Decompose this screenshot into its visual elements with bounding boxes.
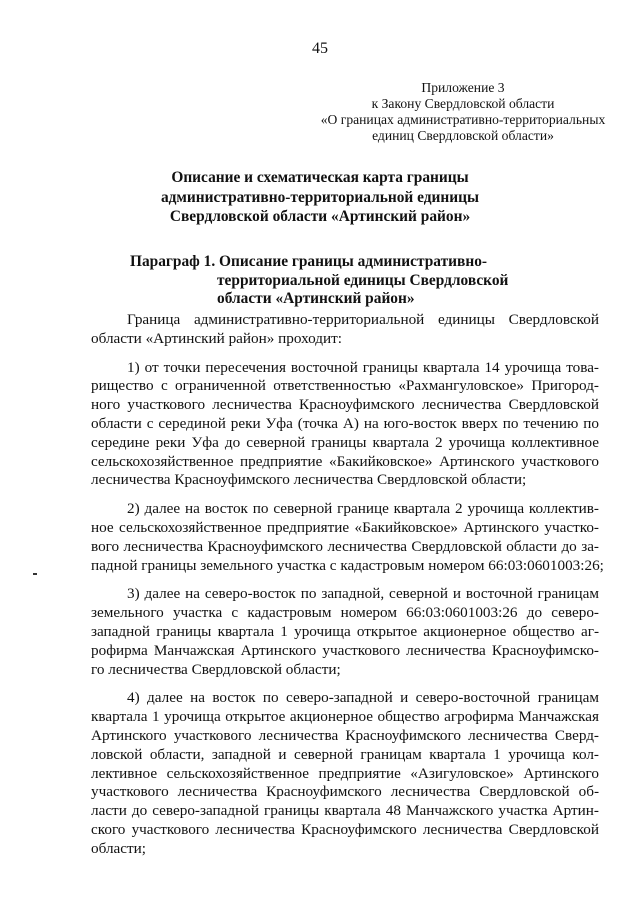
paragraph-line: области «Артинский район» проходит: (91, 329, 342, 347)
appendix-line: к Закону Свердловской области (371, 96, 555, 111)
section-heading (130, 253, 590, 309)
page-number: 45 (312, 40, 328, 57)
paragraph-line: Артинского участкового лесничества Красноуфимского лесничества Сверд- (91, 726, 599, 744)
paragraph-line: 4) далее на восток по северо-западной и северо-восточной границам (127, 689, 599, 707)
paragraph-line: ласти до северо-западной границы квартала 48 Манчажского участка Артин- (91, 802, 599, 820)
paragraph-line: земельного участка с кадастровым номером 66:03:0601003:26 до северо- (91, 604, 599, 622)
appendix-line: Приложение 3 (421, 80, 505, 95)
paragraph-line: области с серединой реки Уфа (точка А) на юго-восток вверх по течению по (91, 414, 599, 432)
section-heading-line: территориальной единицы Свердловской (217, 271, 509, 289)
paragraph-line: сельскохозяйственное предприятие «Бакийковское» Артинского участкового (91, 452, 599, 470)
margin-mark (33, 573, 37, 575)
paragraph-line: 3) далее на северо-восток по западной, северной и восточной границам (127, 585, 599, 603)
appendix-line: «О границах административно-территориальных (320, 112, 606, 127)
paragraph-line: лесничества Красноуфимского лесничества Свердловской области; (91, 471, 527, 489)
paragraph (91, 359, 599, 491)
paragraph (91, 585, 599, 679)
paragraph-line: го лесничества Свердловской области; (91, 660, 341, 678)
paragraph-line: ского участкового лесничества Красноуфимского лесничества Свердловской (91, 820, 599, 838)
document-body (91, 311, 604, 859)
appendix-line: единиц Свердловской области» (372, 128, 554, 143)
section-heading-line: области «Артинский район» (217, 290, 415, 307)
title-line: Свердловской области «Артинский район» (169, 208, 471, 225)
paragraph-line: ного участкового лесничества Красноуфимского лесничества Свердловской (91, 396, 599, 414)
paragraph (91, 689, 599, 858)
title-line: Описание и схематическая карта границы (171, 169, 469, 186)
paragraph-line: 2) далее на восток по северной границе квартала 2 урочища коллектив- (127, 500, 599, 518)
paragraph (91, 500, 604, 575)
paragraph-line: ное сельскохозяйственное предприятие «Бакийковское» Артинского участко- (91, 518, 599, 536)
paragraph-line: ловской области, западной и северной границам квартала 1 урочища кол- (91, 745, 599, 763)
paragraph-line: квартала 1 урочища открытое акционерное общество агрофирма Манчажская (91, 708, 599, 726)
paragraph (91, 311, 599, 349)
paragraph-line: падной границы земельного участка с кадастровым номером 66:03:0601003:26; (91, 556, 604, 574)
paragraph-line: середине реки Уфа до северной границы квартала 2 урочища коллективное (91, 433, 599, 451)
section-heading-line: Параграф 1. Описание границы административно- (130, 253, 488, 270)
title-line: административно-территориальной единицы (160, 188, 480, 206)
paragraph-line: участкового лесничества Красноуфимского лесничества Свердловской об- (91, 783, 599, 801)
paragraph-line: Граница административно-территориальной единицы Свердловской (127, 311, 599, 328)
paragraph-line: области; (91, 839, 146, 857)
document-title (0, 168, 640, 227)
paragraph-line: лективное сельскохозяйственное предприятие «Азигуловское» Артинского (91, 764, 599, 782)
paragraph-line: рофирма Манчажская Артинского участкового лесничества Красноуфимско- (91, 641, 599, 659)
paragraph-line: 1) от точки пересечения восточной границы квартала 14 урочища това- (127, 358, 599, 376)
appendix-reference (318, 80, 608, 144)
paragraph-line: вого лесничества Красноуфимского лесничества Свердловской области до за- (91, 537, 599, 555)
paragraph-line: западной границы квартала 1 урочища открытое акционерное общество аг- (91, 622, 599, 640)
paragraph-line: рищество с ограниченной ответственностью «Рахмангуловское» Пригород- (91, 377, 599, 395)
